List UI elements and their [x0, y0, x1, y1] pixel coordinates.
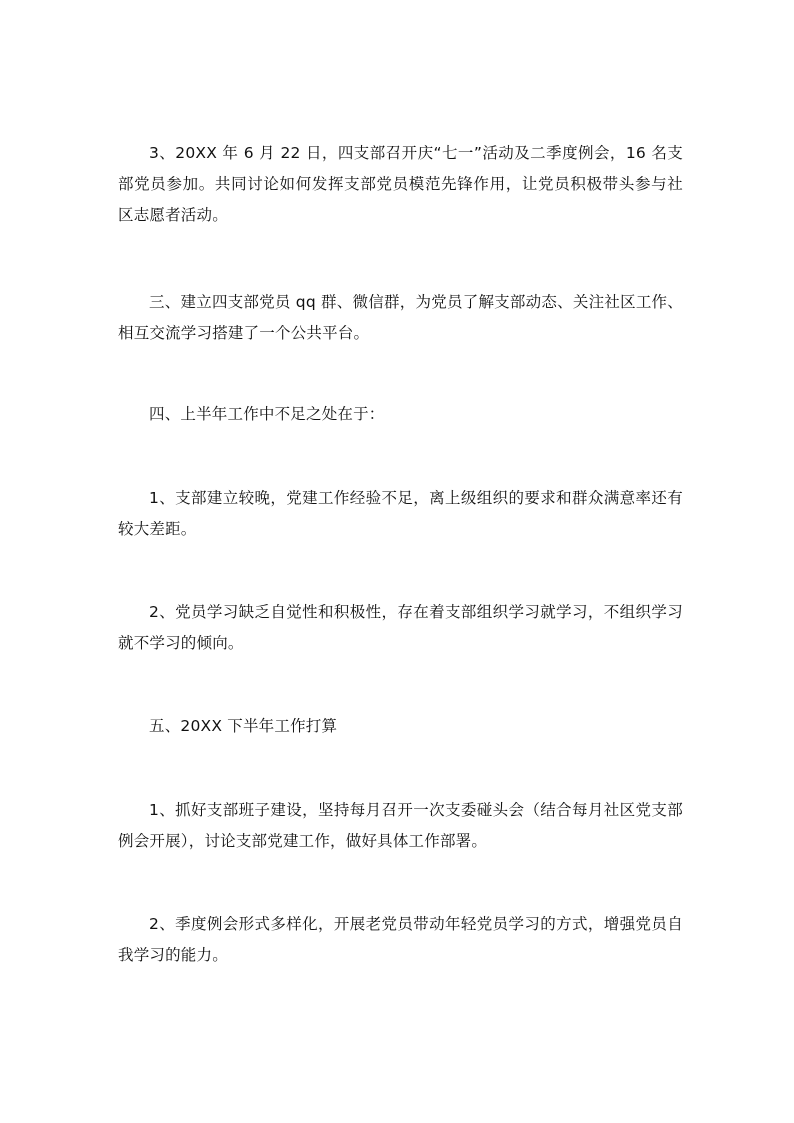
heading-section-five-plans: 五、20XX 下半年工作打算 [149, 717, 338, 735]
paragraph-plan-one: 1、抓好支部班子建设，坚持每月召开一次支委碰头会（结合每月社区党支部例会开展），讨论支部党建工作，做好具体工作部署。 [118, 801, 683, 850]
paragraph-section-three-online-groups: 三、建立四支部党员 qq 群、微信群，为党员了解支部动态、关注社区工作、相互交流学习搭建了一个公共平台。 [118, 293, 683, 342]
paragraph-plan-two: 2、季度例会形式多样化，开展老党员带动年轻党员学习的方式，增强党员自我学习的能力。 [118, 915, 683, 964]
paragraph-meeting-july-first: 3、20XX 年 6 月 22 日，四支部召开庆“七一”活动及二季度例会，16 名支部党员参加。共同讨论如何发挥支部党员模范先锋作用，让党员积极带头参与社区志愿者活动。 [118, 144, 683, 224]
paragraph-shortcoming-two: 2、党员学习缺乏自觉性和积极性，存在着支部组织学习就学习，不组织学习就不学习的倾向。 [118, 603, 683, 652]
heading-section-four-shortcomings: 四、上半年工作中不足之处在于： [149, 405, 385, 423]
paragraph-shortcoming-one: 1、支部建立较晚，党建工作经验不足，离上级组织的要求和群众满意率还有较大差距。 [118, 489, 683, 538]
